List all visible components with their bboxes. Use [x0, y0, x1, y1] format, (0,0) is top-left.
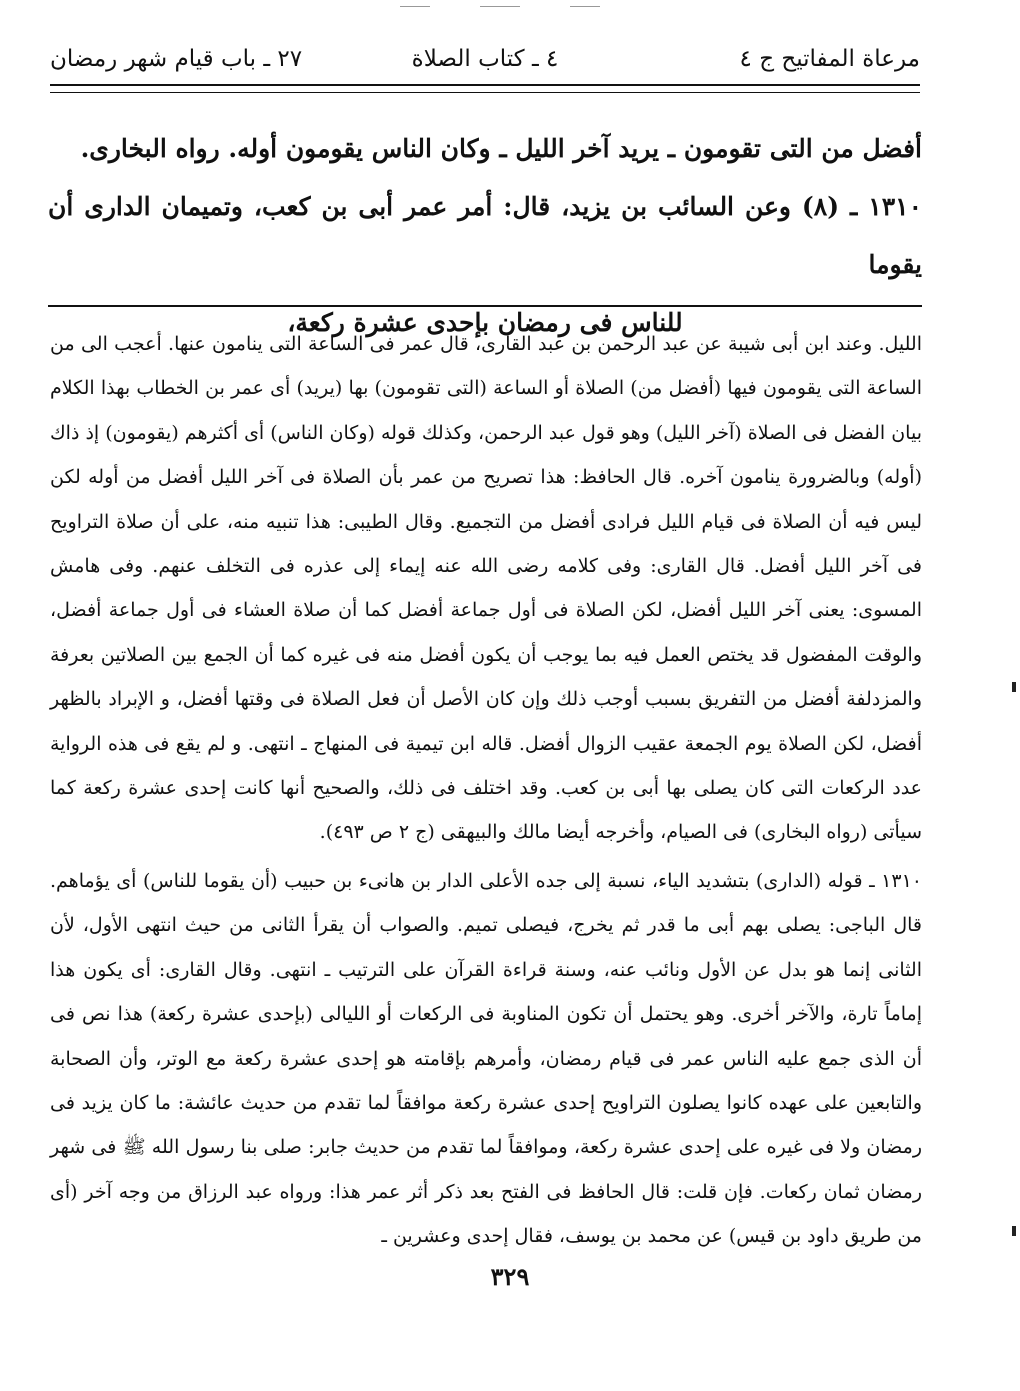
scan-mark: [1012, 1226, 1016, 1236]
commentary-paragraph-1: الليل. وعند ابن أبى شيبة عن عبد الرحمن بن عبد القارى، قال عمر فى الساعة التى ينامون عنها. أعجب الى من الساعة التى يقومون فيها (أفضل من) الصلاة أو الساعة (التى تقومون) بها (يريد) أى عمر بن الخطاب بهذا الكلام بيان الفضل فى الصلاة (آخر الليل) وهو قول عبد الرحمن، وكذلك قوله (وكان الناس) أى أكثرهم (يقومون) إذ ذاك (أوله) وبالضرورة ينامون آخره. قال الحافظ: هذا تصريح من عمر بأن الصلاة فى آخر الليل أفضل من أوله لكن ليس فيه أن الصلاة فى قيام الليل فرادى أفضل من التجميع. وقال الطيبى: هذا تنبيه منه، على أن صلاة التراويح فى آخر الليل أفضل. قال القارى: وفى كلامه رضى الله عنه إيماء إلى عذره فى التخلف عنهم. وفى هامش المسوى: يعنى آخر الليل أفضل، لكن الصلاة فى أول جماعة أفضل كما أن صلاة العشاء فى أول جماعة أفضل، والوقت المفضول قد يختص العمل فيه بما يوجب أن يكون أفضل منه فى غيره كما أن الجمع بين الصلاتين بعرفة والمزدلفة أفضل من التفريق بسبب أوجب ذلك وإن كان الأصل أن فعل الصلاة فى وقتها أفضل، و الإبراد بالظهر أفضل، لكن الصلاة يوم الجمعة عقيب الزوال أفضل. قاله ابن تيمية فى المنهاج ـ انتهى. و لم يقع فى هذه الرواية عدد الركعات التى كان يصلى بها أبى بن كعب. وقد اختلف فى ذلك، والصحيح أنها كانت إحدى عشرة ركعة كما سيأتى (رواه البخارى) فى الصيام، وأخرجه أيضا مالك والبيهقى (ج ٢ ص ٤٩٣).: [50, 333, 922, 844]
scan-mark: [480, 6, 520, 7]
header-section: ٢٧ ـ باب قيام شهر رمضان: [50, 46, 303, 72]
scan-mark: [1012, 682, 1016, 692]
commentary-paragraph-2: ١٣١٠ ـ قوله (الدارى) بتشديد الياء، نسبة إلى جده الأعلى الدار بن هانىء بن حبيب (أن يقوما للناس) أى يؤماهم. قال الباجى: يصلى بهم أبى ما قدر ثم يخرج، فيصلى تميم. والصواب أن يقرأ الثانى من حيث انتهى الأول، لأن الثانى إنما هو بدل عن الأول ونائب عنه، وسنة قراءة القرآن على الترتيب ـ انتهى. وقال القارى: أى يكون هذا إماماً تارة، والآخر أخرى. وهو يحتمل أن تكون المناوبة فى الركعات أو الليالى (بإحدى عشرة ركعة) هذا نص فى أن الذى جمع عليه الناس عمر فى قيام رمضان، وأمرهم بإقامته هو إحدى عشرة ركعة مع الوتر، وأن الصحابة والتابعين على عهده كانوا يصلون التراويح إحدى عشرة ركعة موافقاً لما تقدم من حديث عائشة: ما كان يزيد فى رمضان ولا فى غيره على إحدى عشرة ركعة، وموافقاً لما تقدم من حديث جابر: صلى بنا رسول الله ﷺ فى شهر رمضان ثمان ركعات. فإن قلت: قال الحافظ فى الفتح بعد ذكر أثر عمر هذا: ورواه عبد الرزاق من وجه آخر (أى من طريق داود بن قيس) عن محمد بن يوسف، فقال إحدى وعشرين ـ: [50, 869, 922, 1248]
header-rule: [50, 84, 920, 93]
main-line-1: أفضل من التى تقومون ـ يريد آخر الليل ـ وكان الناس يقومون أوله. رواه البخارى.: [80, 134, 922, 163]
commentary: [50, 322, 922, 1259]
main-line-2: ١٣١٠ ـ (٨) وعن السائب بن يزيد، قال: أمر عمر أبى بن كعب، وتميمان الدارى أن يقوما: [48, 192, 922, 279]
main-line-3: للناس فى رمضان بإحدى عشرة ركعة،: [287, 308, 683, 337]
running-header: [50, 40, 920, 80]
scan-mark: [570, 6, 600, 7]
main-text: [48, 120, 922, 352]
header-book-title: مرعاة المفاتيح ج ٤: [739, 46, 920, 72]
scan-mark: [400, 6, 430, 7]
text-separator-rule: [48, 305, 922, 307]
page-number: ٣٢٩: [490, 1262, 530, 1291]
header-chapter: ٤ ـ كتاب الصلاة: [411, 46, 559, 72]
